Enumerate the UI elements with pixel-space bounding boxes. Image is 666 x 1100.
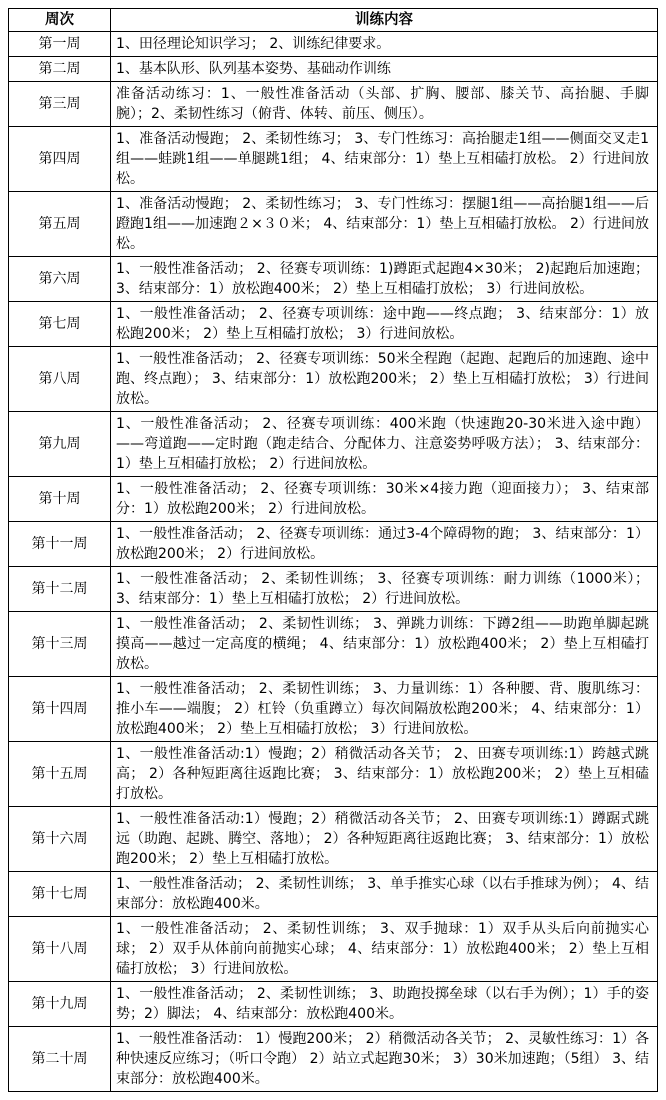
table-row	[9, 917, 658, 982]
table-row	[9, 742, 658, 807]
week-cell: 第二十周	[9, 1027, 111, 1092]
week-cell: 第一周	[9, 32, 111, 57]
table-row	[9, 192, 658, 257]
table-row	[9, 677, 658, 742]
training-content-cell: 1、一般性准备活动:1）慢跑；2）稍微活动各关节； 2、田赛专项训练:1）蹲踞式跳远（助跑、起跳、腾空、落地）； 2）各种短距离往返跑比赛； 3、结束部分：1）放松跑200米； 2）垫上互相磕打放松。	[111, 807, 658, 872]
week-cell: 第五周	[9, 192, 111, 257]
week-cell: 第十周	[9, 477, 111, 522]
training-content-cell: 1、一般性准备活动； 2、柔韧性训练； 3、径赛专项训练：耐力训练（1000米）；3、结束部分：1）垫上互相磕打放松； 2）行进间放松。	[111, 567, 658, 612]
training-content-cell: 1、一般性准备活动； 2、径赛专项训练：50米全程跑（起跑、起跑后的加速跑、途中跑、终点跑）； 3、结束部分：1）放松跑200米； 2）垫上互相磕打放松； 3）行进间放松。	[111, 347, 658, 412]
training-content-cell: 1、田径理论知识学习； 2、训练纪律要求。	[111, 32, 658, 57]
week-cell: 第十六周	[9, 807, 111, 872]
table-row	[9, 1027, 658, 1092]
table-row	[9, 477, 658, 522]
training-content-cell: 1、基本队形、队列基本姿势、基础动作训练	[111, 57, 658, 82]
table-row	[9, 347, 658, 412]
training-content-cell: 1、准备活动慢跑； 2、柔韧性练习； 3、专门性练习：高抬腿走1组——侧面交叉走1组——蛙跳1组——单腿跳1组； 4、结束部分：1）垫上互相磕打放松。 2）行进间放松。	[111, 127, 658, 192]
table-row	[9, 872, 658, 917]
week-cell: 第六周	[9, 257, 111, 302]
week-cell: 第四周	[9, 127, 111, 192]
column-header-training-content: 训练内容	[111, 9, 658, 32]
table-row	[9, 807, 658, 872]
training-content-cell: 1、一般性准备活动： 1）慢跑200米； 2）稍微活动各关节； 2、灵敏性练习：1）各种快速反应练习；（听口令跑） 2）站立式起跑30米； 3）30米加速跑；（5组） 3、结束部分：放松跑400米。	[111, 1027, 658, 1092]
table-row	[9, 127, 658, 192]
table-row	[9, 612, 658, 677]
table-row	[9, 82, 658, 127]
week-cell: 第二周	[9, 57, 111, 82]
training-content-cell: 1、一般性准备活动； 2、柔韧性训练； 3、弹跳力训练：下蹲2组——助跑单脚起跳摸高——越过一定高度的横绳； 4、结束部分：1）放松跑400米； 2）垫上互相磕打放松。	[111, 612, 658, 677]
week-cell: 第十四周	[9, 677, 111, 742]
training-content-cell: 1、一般性准备活动； 2、柔韧性训练； 3、双手抛球：1）双手从头后向前抛实心球； 2）双手从体前向前抛实心球； 4、结束部分：1）放松跑400米； 2）垫上互相磕打放松； 3）行进间放松。	[111, 917, 658, 982]
training-content-cell: 准备活动练习：1、一般性准备活动（头部、扩胸、腰部、膝关节、高抬腿、手脚腕）；2、柔韧性练习（俯背、体转、前压、侧压）。	[111, 82, 658, 127]
training-content-cell: 1、一般性准备活动； 2、径赛专项训练：30米×4接力跑（迎面接力）； 3、结束部分：1）放松跑200米； 2）行进间放松。	[111, 477, 658, 522]
training-schedule-table	[8, 8, 658, 1092]
week-cell: 第十五周	[9, 742, 111, 807]
column-header-week: 周次	[9, 9, 111, 32]
week-cell: 第十二周	[9, 567, 111, 612]
training-content-cell: 1、一般性准备活动； 2、柔韧性训练； 3、助跑投掷垒球（以右手为例）；1）手的姿势；2）脚法； 4、结束部分：放松跑400米。	[111, 982, 658, 1027]
table-row	[9, 32, 658, 57]
week-cell: 第九周	[9, 412, 111, 477]
table-header	[9, 9, 658, 32]
table-row	[9, 57, 658, 82]
header-row	[9, 9, 658, 32]
training-content-cell: 1、一般性准备活动； 2、径赛专项训练：400米跑（快速跑20-30米进入途中跑）——弯道跑——定时跑（跑走结合、分配体力、注意姿势呼吸方法）； 3、结束部分：1）垫上互相磕打放松； 2）行进间放松。	[111, 412, 658, 477]
table-row	[9, 567, 658, 612]
week-cell: 第十九周	[9, 982, 111, 1027]
training-content-cell: 1、一般性准备活动； 2、径赛专项训练：通过3-4个障碍物的跑； 3、结束部分：1）放松跑200米； 2）行进间放松。	[111, 522, 658, 567]
week-cell: 第三周	[9, 82, 111, 127]
week-cell: 第十七周	[9, 872, 111, 917]
training-content-cell: 1、准备活动慢跑； 2、柔韧性练习； 3、专门性练习：摆腿1组——高抬腿1组——后蹬跑1组——加速跑２×３０米； 4、结束部分：1）垫上互相磕打放松。 2）行进间放松。	[111, 192, 658, 257]
table-row	[9, 257, 658, 302]
training-content-cell: 1、一般性准备活动； 2、柔韧性训练； 3、单手推实心球（以右手推球为例）； 4、结束部分：放松跑400米。	[111, 872, 658, 917]
week-cell: 第七周	[9, 302, 111, 347]
week-cell: 第十三周	[9, 612, 111, 677]
week-cell: 第十一周	[9, 522, 111, 567]
training-content-cell: 1、一般性准备活动:1）慢跑；2）稍微活动各关节； 2、田赛专项训练:1）跨越式跳高； 2）各种短距离往返跑比赛； 3、结束部分：1）放松跑200米； 2）垫上互相磕打放松。	[111, 742, 658, 807]
table-row	[9, 302, 658, 347]
table-row	[9, 522, 658, 567]
training-content-cell: 1、一般性准备活动； 2、径赛专项训练：1)蹲距式起跑4×30米； 2)起跑后加速跑； 3、结束部分：1）放松跑400米； 2）垫上互相磕打放松； 3）行进间放松。	[111, 257, 658, 302]
table-row	[9, 982, 658, 1027]
table-body	[9, 32, 658, 1092]
week-cell: 第八周	[9, 347, 111, 412]
training-content-cell: 1、一般性准备活动； 2、径赛专项训练：途中跑——终点跑； 3、结束部分：1）放松跑200米； 2）垫上互相磕打放松； 3）行进间放松。	[111, 302, 658, 347]
week-cell: 第十八周	[9, 917, 111, 982]
training-content-cell: 1、一般性准备活动； 2、柔韧性训练； 3、力量训练：1）各种腰、背、腹肌练习：推小车——端腹； 2）杠铃（负重蹲立）每次间隔放松跑200米； 4、结束部分：1）放松跑400米； 2）垫上互相磕打放松； 3）行进间放松。	[111, 677, 658, 742]
table-row	[9, 412, 658, 477]
